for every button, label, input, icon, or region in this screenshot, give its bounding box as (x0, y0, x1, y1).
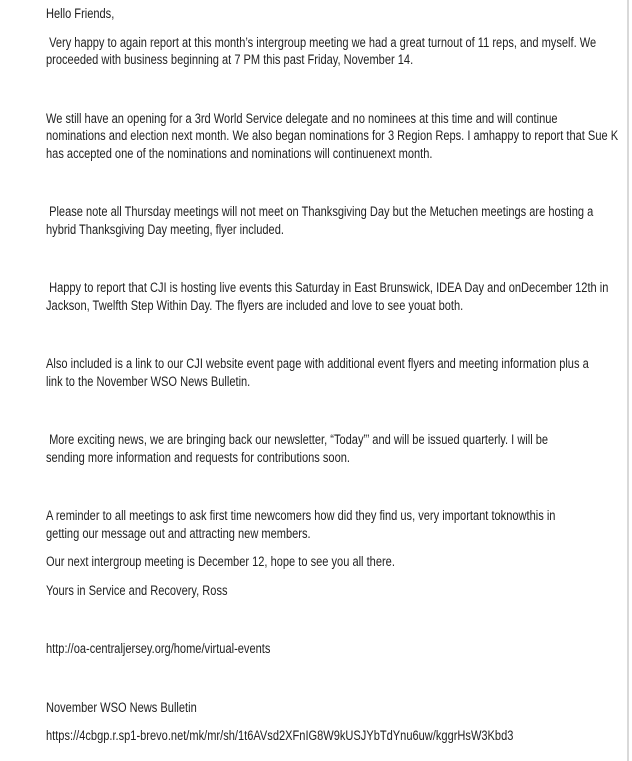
para-live-events (46, 279, 609, 314)
text-line: Jackson, Twelfth Step Within Day. The flyers are included and love to see youat both. (46, 297, 464, 313)
text-line: A reminder to all meetings to ask first time newcomers how did they find us, very important toknowthis in (46, 508, 556, 523)
url-line[interactable]: https://4cbgp.r.sp1-brevo.net/mk/mr/sh/1t6AVsd2XFnIG8W9kUSJYbTdYnu6uw/kggrHsW3Kbd3 (46, 728, 514, 743)
right-edge-line (627, 0, 629, 761)
text-line: Very happy to again report at this month’s intergroup meeting we had a great turnout of 11 reps, and myself. We (46, 34, 597, 50)
text-line: November WSO News Bulletin (46, 699, 197, 715)
greeting (46, 5, 527, 23)
text-line: Happy to report that CJI is hosting live events this Saturday in East Brunswick, IDEA Day and onDecember 12th in (46, 280, 609, 295)
text-line: proceeded with business beginning at 7 PM this past Friday, November 14. (46, 52, 414, 67)
letter-page (46, 5, 632, 756)
para-thanksgiving (46, 203, 594, 238)
virtual-events-url[interactable] (46, 640, 527, 658)
wso-bulletin-label (46, 699, 527, 717)
para-meeting-turnout (46, 34, 597, 69)
text-line: nominations and election next month. We also began nominations for 3 Region Reps. I amhappy to report that Sue K (46, 128, 619, 143)
para-newsletter (46, 431, 549, 466)
text-line: getting our message out and attracting new members. (46, 525, 311, 541)
url-line[interactable]: http://oa-centraljersey.org/home/virtual-events (46, 641, 271, 656)
letter-body (46, 5, 619, 745)
para-newcomers-reminder (46, 507, 556, 542)
text-line: sending more information and requests for contributions soon. (46, 449, 350, 465)
text-line: Please note all Thursday meetings will not meet on Thanksgiving Day but the Metuchen meetings are hosting a (46, 204, 594, 219)
text-line: Also included is a link to our CJI website event page with additional event flyers and meeting information plus a (46, 356, 589, 371)
signature (46, 582, 527, 600)
para-website-link-info (46, 355, 589, 390)
text-line: link to the November WSO News Bulletin. (46, 373, 251, 389)
para-next-meeting (46, 553, 527, 571)
text-line: Yours in Service and Recovery, Ross (46, 582, 228, 598)
text-line: Hello Friends, (46, 6, 115, 21)
text-line: More exciting news, we are bringing back our newsletter, “Today”’ and will be issued quarterly. I will be (46, 432, 549, 447)
text-line: hybrid Thanksgiving Day meeting, flyer included. (46, 221, 284, 237)
wso-bulletin-url[interactable] (46, 727, 527, 745)
text-line: We still have an opening for a 3rd World Service delegate and no nominees at this time and will continue (46, 110, 558, 126)
text-line: Our next intergroup meeting is December 12, hope to see you all there. (46, 554, 395, 569)
para-nominations (46, 110, 619, 163)
text-line: has accepted one of the nominations and nominations will continuenext month. (46, 145, 433, 161)
